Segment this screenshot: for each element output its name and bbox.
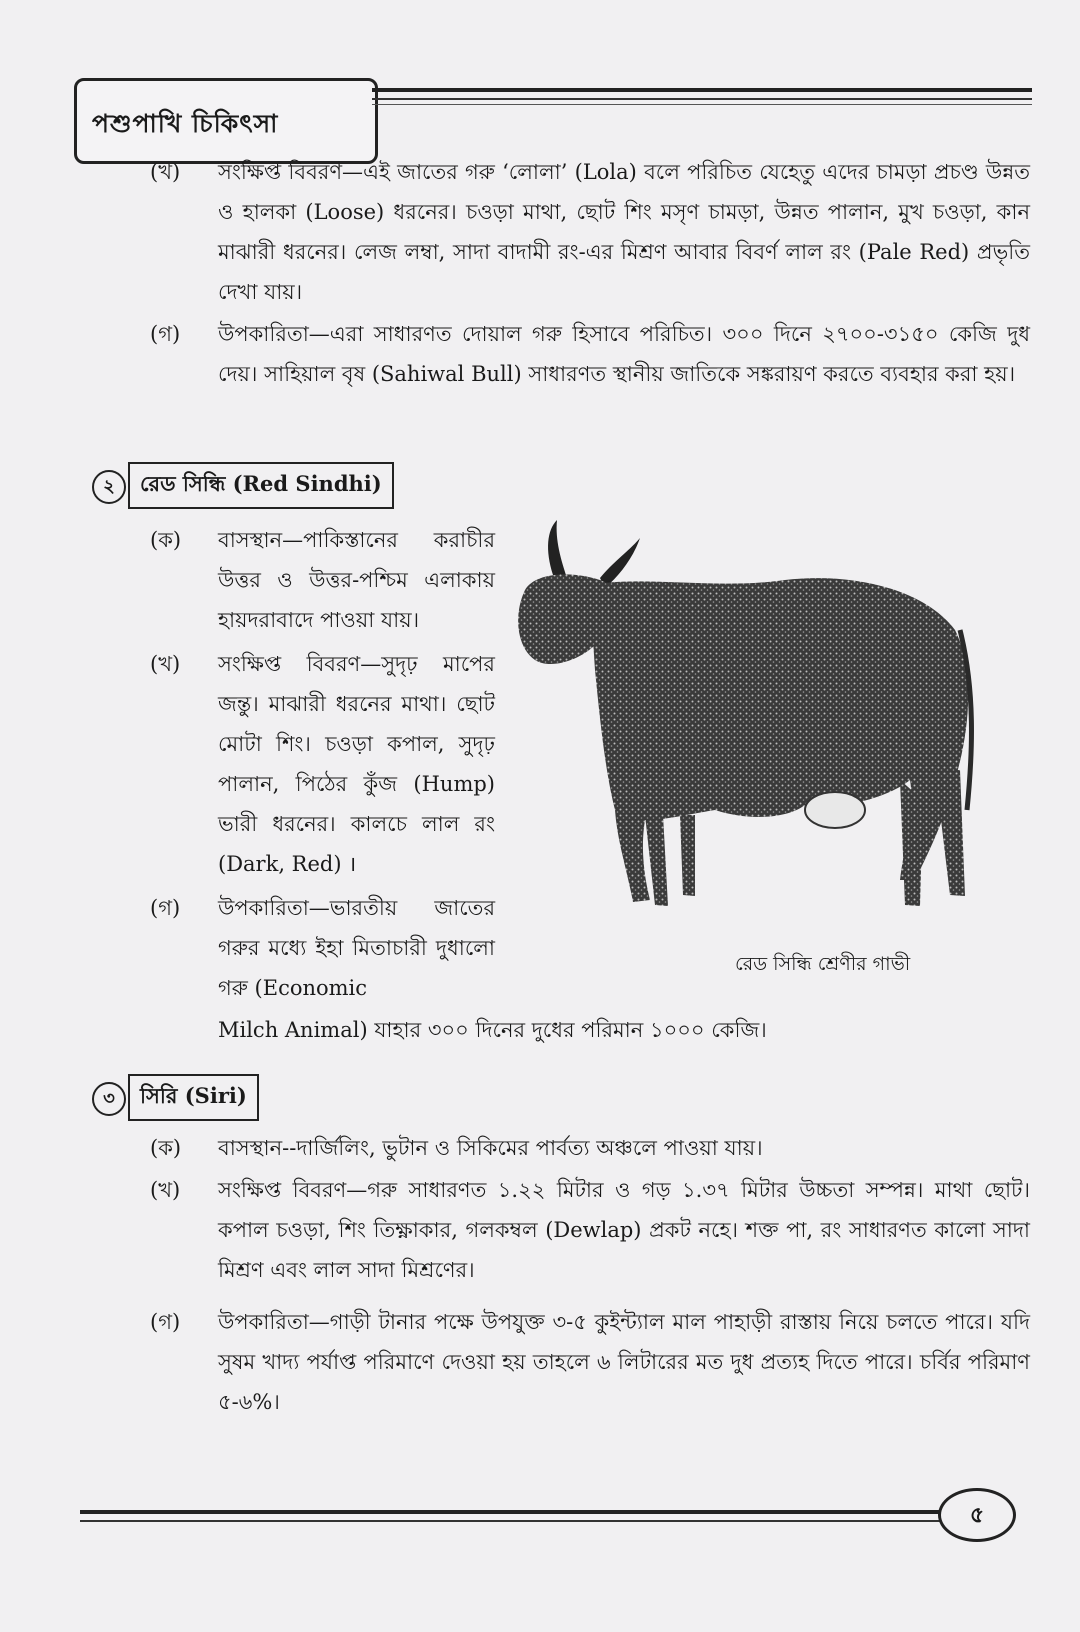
header-rule: [372, 98, 1032, 100]
section-number: ২: [92, 470, 126, 504]
item-label: (ক): [150, 528, 182, 552]
section-title: সিরি (Siri): [128, 1074, 259, 1121]
header-rule: [372, 104, 1032, 105]
item-text: বাসস্থান--দার্জিলিং, ভুটান ও সিকিমের পার্বত্য অঞ্চলে পাওয়া যায়।: [218, 1136, 763, 1160]
item-label: (খ): [150, 160, 181, 184]
paragraph-item: [150, 520, 495, 640]
footer-rule: [80, 1510, 940, 1514]
item-label: (গ): [150, 322, 181, 346]
item-text: বাসস্থান—পাকিস্তানের করাচীর উত্তর ও উত্তর-পশ্চিম এলাকায় হায়দরাবাদে পাওয়া যায়।: [218, 528, 495, 632]
item-label: (গ): [150, 896, 181, 920]
item-text: উপকারিতা—ভারতীয় জাতের গরুর মধ্যে ইহা মিতাচারী দুধালো গরু (Economic: [218, 896, 495, 1000]
paragraph-item: [150, 888, 495, 1008]
paragraph-item: [150, 1302, 1030, 1422]
item-text: সংক্ষিপ্ত বিবরণ—এই জাতের গরু ‘লোলা’ (Lola) বলে পরিচিত যেহেতু এদের চামড়া প্রচণ্ড উন্নত ও হালকা (Loose) ধরনের। চওড়া মাথা, ছোট শিং মসৃণ চামড়া, উন্নত পালান, মুখ চওড়া, কান মাঝারী ধরনের। লেজ লম্বা, সাদা বাদামী রং-এর মিশ্রণ আবার বিবর্ণ লাল রং (Pale Red) প্রভৃতি দেখা যায়।: [218, 160, 1030, 304]
item-text: সংক্ষিপ্ত বিবরণ—গরু সাধারণত ১.২২ মিটার ও গড় ১.৩৭ মিটার উচ্চতা সম্পন্ন। মাথা ছোট। কপাল চওড়া, শিং তিক্ষ্ণাকার, গলকম্বল (Dewlap) প্রকট নহে। শক্ত পা, রং সাধারণত কালো সাদা মিশ্রণ এবং লাল সাদা মিশ্রণের।: [218, 1178, 1030, 1282]
paragraph-item: [150, 152, 1030, 312]
item-label: (গ): [150, 1310, 181, 1334]
cow-drawing: [505, 520, 995, 930]
section-number: ৩: [92, 1082, 126, 1116]
paragraph-item: [150, 1128, 1030, 1168]
continuation-text: Milch Animal) যাহার ৩০০ দিনের দুধের পরিমান ১০০০ কেজি।: [218, 1018, 767, 1042]
running-header-title: পশুপাখি চিকিৎসা: [92, 109, 279, 138]
section-title: রেড সিন্ধি (Red Sindhi): [128, 462, 394, 509]
page-number: ৫: [938, 1488, 1016, 1542]
item-text: উপকারিতা—এরা সাধারণত দোয়াল গরু হিসাবে পরিচিত। ৩০০ দিনে ২৭০০-৩১৫০ কেজি দুধ দেয়। সাহিয়াল বৃষ (Sahiwal Bull) সাধারণত স্থানীয় জাতিকে সঙ্করায়ণ করতে ব্যবহার করা হয়।: [218, 322, 1030, 386]
header-rule: [372, 88, 1032, 92]
item-label: (খ): [150, 1178, 181, 1202]
paragraph-continuation: [218, 1010, 1030, 1050]
item-text: সংক্ষিপ্ত বিবরণ—সুদৃঢ় মাপের জন্তু। মাঝারী ধরনের মাথা। ছোট মোটা শিং। চওড়া কপাল, সুদৃঢ় পালান, পিঠের কুঁজ (Hump) ভারী ধরনের। কালচে লাল রং (Dark, Red) ।: [218, 652, 495, 876]
paragraph-item: [150, 314, 1030, 394]
paragraph-item: [150, 1170, 1030, 1290]
figure-caption: রেড সিন্ধি শ্রেণীর গাভী: [735, 953, 911, 975]
cow-illustration: [505, 520, 995, 930]
item-label: (খ): [150, 652, 181, 676]
item-text: উপকারিতা—গাড়ী টানার পক্ষে উপযুক্ত ৩-৫ কুইন্ট্যাল মাল পাহাড়ী রাস্তায় নিয়ে চলতে পারে। যদি সুষম খাদ্য পর্যাপ্ত পরিমাণে দেওয়া হয় তাহলে ৬ লিটারের মত দুধ প্রত্যহ দিতে পারে। চর্বির পরিমাণ ৫-৬%।: [218, 1310, 1030, 1414]
paragraph-item: [150, 644, 495, 884]
footer-rule: [80, 1520, 940, 1522]
item-label: (ক): [150, 1136, 182, 1160]
